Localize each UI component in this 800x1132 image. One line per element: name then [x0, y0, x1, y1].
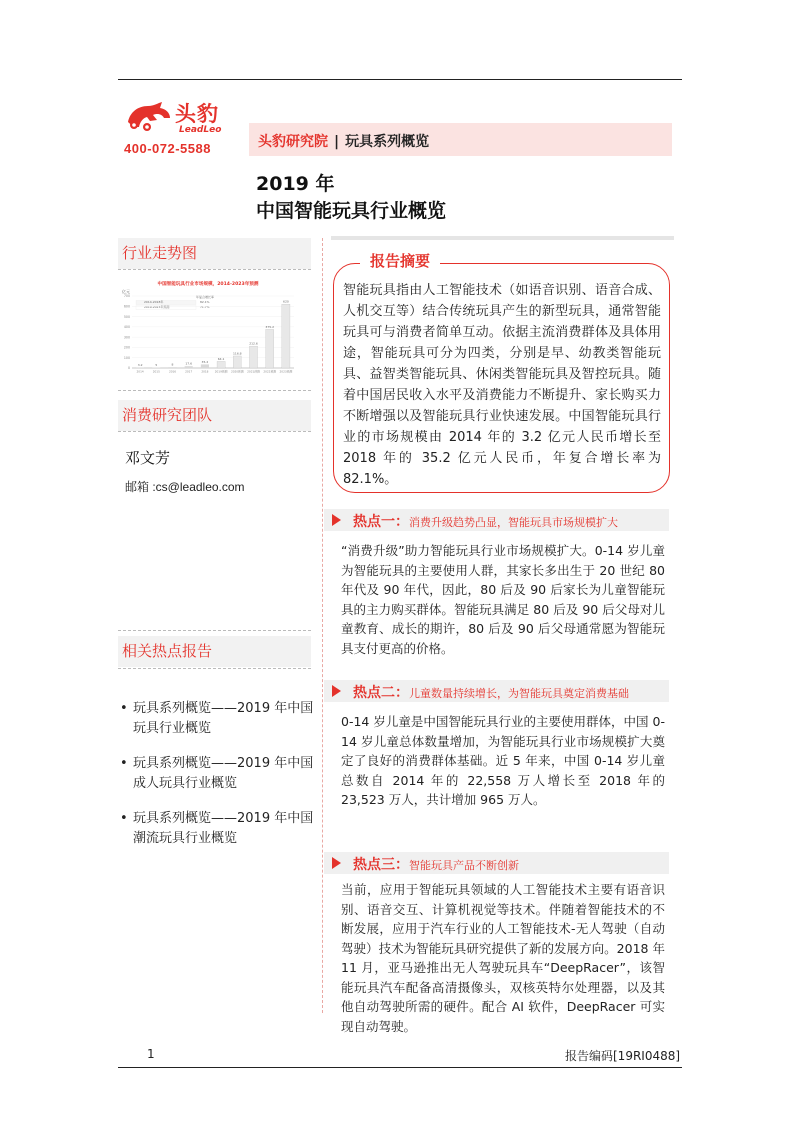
summary-text: 智能玩具指由人工智能技术（如语音识别、语音合成、人机交互等）结合传统玩具产生的新型玩具，通常智能玩具可与消费者简单互动。依据主流消费群体及具体用途，智能玩具可分为四类，分别是早、幼教类智能玩具、益智类智能玩具、休闲类智能玩具及智控玩具。随着中国居民收入水平及消费能力不断提升、家长购买力不断增强以及智能玩具行业快速发展。中国智能玩具行业的市场规模由 2014 年的 3.2 亿元人民币增长至 2018 年的 35.2 亿元人民币，年复合增长率为 82.1%。	[343, 283, 661, 487]
x-tick-label: 2017	[185, 369, 193, 374]
bar	[168, 367, 176, 368]
team-divider	[118, 431, 311, 432]
hotspot-1-text: “消费升级”助力智能玩具行业市场规模扩大。0-14 岁儿童为智能玩具的主要使用人群，其家长多出生于 20 世纪 80 年代及 90 年代，因此，80 后及 90 后家长为儿童智能玩具的主力购买群体。智能玩具满足 80 后及 90 后父母对儿童教育、成长的期许，80 后及 90 后父母通常愿为智能玩具支付更高的价格。	[341, 543, 665, 656]
legend-label: 2014-2018年	[144, 300, 164, 304]
chart-bars	[136, 300, 292, 374]
x-tick-label: 2020预测	[230, 369, 244, 374]
related-heading: 相关热点报告	[118, 636, 311, 667]
bar	[217, 361, 225, 368]
x-tick-label: 2015	[152, 369, 160, 374]
x-tick-label: 2023预测	[279, 369, 293, 374]
author-name: 邓文芳	[125, 449, 171, 467]
data-label: 35.2	[201, 359, 209, 364]
x-tick-label: 2016	[168, 369, 177, 374]
series-name: 玩具系列概览	[345, 134, 430, 150]
summary-rule	[331, 236, 674, 240]
bar	[201, 364, 209, 368]
related-report-item[interactable]	[118, 809, 318, 849]
legend-header: 年复合增长率	[196, 295, 215, 299]
y-tick-label: 600	[123, 304, 130, 309]
summary-label: 报告摘要	[360, 250, 440, 271]
y-tick-label: 300	[123, 335, 130, 340]
x-tick-label: 2021预测	[247, 369, 260, 374]
hotspot-2-bar	[324, 680, 669, 702]
related-report-item[interactable]	[118, 754, 318, 794]
x-tick-label: 2018	[201, 369, 209, 374]
y-tick-label: 700	[123, 294, 130, 299]
data-label: 212.6	[249, 341, 258, 346]
data-label: 64.1	[217, 356, 225, 361]
y-tick-label: 400	[123, 325, 130, 330]
related-top-divider	[118, 630, 311, 631]
report-year: 2019 年	[256, 173, 335, 195]
related-report-link[interactable]: 玩具系列概览——2019 年中国成人玩具行业概览	[133, 756, 314, 791]
header-separator: |	[334, 134, 340, 150]
institute-name: 头豹研究院	[258, 134, 328, 150]
triangle-arrow-icon	[332, 514, 341, 526]
bar	[266, 329, 274, 368]
bar	[152, 367, 160, 368]
data-label: 5	[155, 362, 158, 367]
related-report-item[interactable]	[118, 699, 318, 739]
logo-text-en: LeadLeo	[179, 125, 222, 135]
report-code: 报告编码[19RI0488]	[565, 1049, 681, 1063]
triangle-arrow-icon	[332, 685, 341, 697]
x-tick-label: 2019预测	[214, 369, 228, 374]
hotspot-3-bar	[324, 852, 669, 874]
leopard-logo-icon	[124, 100, 172, 132]
bar	[249, 346, 257, 368]
hotspot-2-subtitle: 儿童数量持续增长，为智能玩具奠定消费基础	[409, 687, 629, 700]
hotspot-1-title	[353, 511, 618, 531]
bar	[282, 304, 290, 368]
bar	[185, 366, 193, 368]
bottom-rule	[118, 1067, 682, 1068]
y-tick-label: 500	[123, 314, 130, 319]
bar	[233, 356, 241, 368]
legend-cagr: 71.7%	[200, 305, 210, 309]
logo-text-cn: 头豹	[175, 102, 219, 126]
hotspot-1-subtitle: 消费升级趋势凸显，智能玩具市场规模扩大	[409, 516, 618, 529]
bullet-icon: •	[120, 701, 128, 716]
trend-heading: 行业走势图	[118, 238, 311, 269]
data-label: 8	[171, 362, 174, 367]
hotspot-2-label: 热点二：	[353, 685, 409, 701]
hotspot-3-label: 热点三：	[353, 857, 409, 873]
x-tick-label: 2022预测	[263, 369, 277, 374]
page-number: 1	[147, 1047, 155, 1061]
data-label: 116.8	[233, 351, 242, 356]
y-tick-label: 200	[123, 345, 130, 350]
hotspot-1-label: 热点一：	[353, 514, 409, 530]
chart-legend	[136, 294, 214, 310]
legend-cagr: 82.1%	[200, 300, 210, 304]
related-report-link[interactable]: 玩具系列概览——2019 年中国潮流玩具行业概览	[133, 811, 314, 846]
related-reports-list	[118, 699, 318, 864]
y-tick-label: 100	[123, 355, 130, 360]
legend-label: 2019-2023年预测	[144, 305, 170, 309]
data-label: 375.2	[265, 324, 274, 329]
chart-ylabel: 亿元	[122, 289, 130, 294]
phone-number: 400-072-5588	[124, 141, 211, 156]
hotspot-1-bar	[324, 509, 669, 531]
hotspot-2-text: 0-14 岁儿童是中国智能玩具行业的主要使用群体，中国 0-14 岁儿童总体数量增加，为智能玩具行业市场规模扩大奠定了良好的消费群体基础。近 5 年来，中国 0-14 岁儿童总数自 2014 年的 22,558 万人增长至 2018 年的 23,523 万人，共计增加 965 万人。	[341, 714, 665, 807]
chart-divider	[118, 390, 311, 391]
hotspot-3-text: 当前，应用于智能玩具领域的人工智能技术主要有语音识别、语音交互、计算机视觉等技术。伴随着智能技术的不断发展，应用于汽车行业的人工智能技术-无人驾驶（自动驾驶）技术为智能玩具研究提供了新的发展方向。2018 年 11 月，亚马逊推出无人驾驶玩具车“DeepRacer”，该智能玩具汽车配备高清摄像头，双核英特尔处理器，以及其他自动驾驶所需的硬件。配合 AI 软件，DeepRacer 可实现自动驾驶。	[341, 882, 665, 1034]
chart-title: 中国智能玩具行业市场规模，2014-2023年预测	[157, 282, 259, 287]
data-label: 3.2	[137, 363, 143, 368]
top-rule	[118, 79, 682, 80]
bullet-icon: •	[120, 811, 128, 826]
hotspot-3-title	[353, 854, 519, 874]
data-label: 620	[283, 299, 289, 304]
related-report-link[interactable]: 玩具系列概览——2019 年中国玩具行业概览	[133, 701, 314, 736]
trend-chart	[118, 278, 298, 382]
report-title: 中国智能玩具行业概览	[256, 200, 447, 222]
triangle-arrow-icon	[332, 857, 341, 869]
author-email[interactable]: 邮箱 :cs@leadleo.com	[125, 480, 245, 494]
hotspot-3-subtitle: 智能玩具产品不断创新	[409, 859, 519, 872]
series-header	[258, 131, 429, 151]
hotspot-2-title	[353, 682, 629, 702]
column-divider	[322, 238, 323, 1013]
team-heading: 消费研究团队	[118, 400, 311, 431]
x-tick-label: 2014	[136, 369, 144, 374]
y-tick-label: 0	[127, 366, 130, 371]
related-divider	[118, 668, 311, 669]
data-label: 17.6	[185, 361, 193, 366]
trend-divider	[118, 269, 311, 270]
bullet-icon: •	[120, 756, 128, 771]
